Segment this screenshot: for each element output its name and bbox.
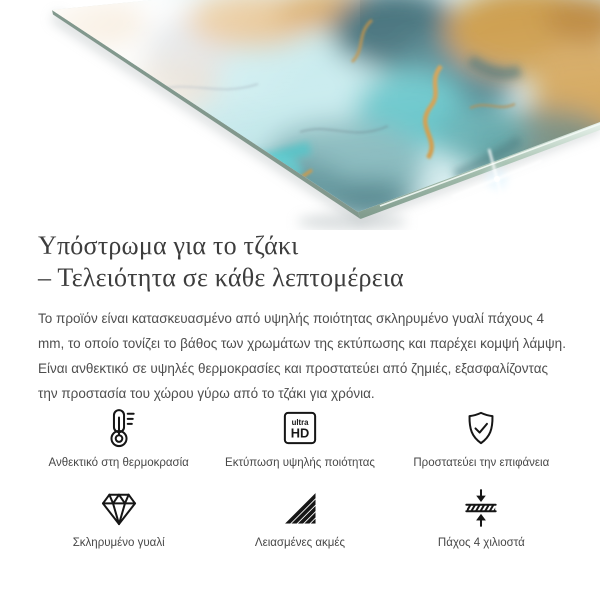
ultra-hd-text-top: ultra bbox=[291, 417, 309, 427]
feature-thickness bbox=[391, 486, 572, 550]
feature-print-quality bbox=[209, 406, 390, 470]
feature-label: Λειασμένες ακμές bbox=[254, 537, 346, 549]
feature-label: Ανθεκτικό στη θερμοκρασία bbox=[48, 457, 189, 469]
shield-check-icon bbox=[459, 406, 503, 450]
thermometer-icon bbox=[97, 406, 141, 450]
product-description: Το προϊόν είναι κατασκευασμένο από υψηλής ποιότητας σκληρυμένο γυαλί πάχους 4 mm, το οποίο τονίζει το βάθος των χρωμάτων της εκτύπωσης και παρέχει κομψή λάμψη. Είναι ανθεκτικό σε υψηλές θερμοκρασίες και προστατεύει από ζημιές, εξασφαλίζοντας την προστασία του χώρου γύρω από το τζάκι για χρόνια. bbox=[38, 311, 566, 401]
feature-surface-protection bbox=[391, 406, 572, 470]
feature-tempered-glass bbox=[28, 486, 209, 550]
thickness-icon bbox=[459, 486, 503, 530]
marble-art bbox=[0, 0, 600, 230]
feature-label: Σκληρυμένο γυαλί bbox=[72, 537, 165, 549]
polished-edges-icon bbox=[278, 486, 322, 530]
features-grid bbox=[0, 406, 600, 550]
title-line-1: Υπόστρωμα για το τζάκι bbox=[38, 231, 299, 260]
page-title bbox=[38, 230, 570, 294]
title-line-2: – Τελειότητα σε κάθε λεπτομέρεια bbox=[38, 263, 404, 292]
content-section bbox=[0, 230, 600, 406]
ultra-hd-icon bbox=[278, 406, 322, 450]
feature-temperature bbox=[28, 406, 209, 470]
hero-product-image bbox=[0, 0, 600, 230]
feature-label: Πάχος 4 χιλιοστά bbox=[437, 537, 525, 549]
diamond-icon bbox=[97, 486, 141, 530]
ultra-hd-text-bottom: HD bbox=[290, 425, 310, 441]
feature-label: Προστατεύει την επιφάνεια bbox=[413, 457, 550, 469]
feature-label: Εκτύπωση υψηλής ποιότητας bbox=[225, 457, 375, 469]
feature-polished-edges bbox=[209, 486, 390, 550]
